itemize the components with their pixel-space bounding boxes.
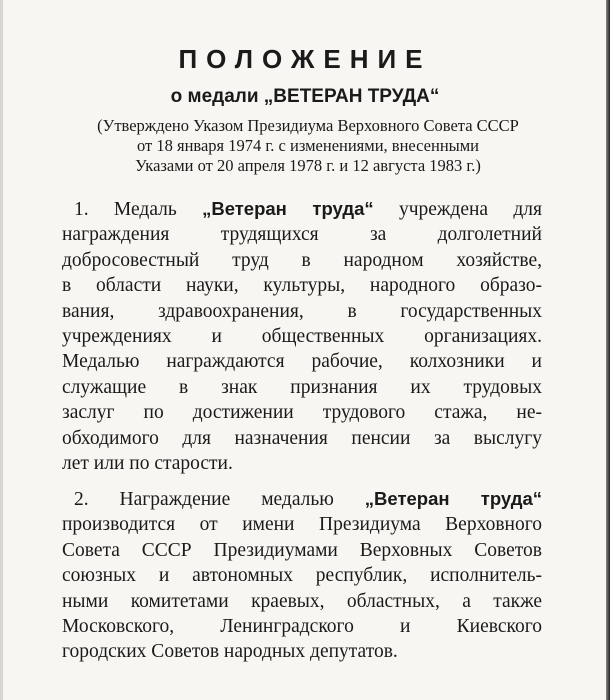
medal-name: „Ветеран труда“ bbox=[202, 198, 374, 219]
text-line: вания, здравоохранения, в государственных bbox=[62, 300, 542, 322]
paragraph-2-first-line bbox=[62, 486, 542, 512]
text-line: заслуг по достижении трудового стажа, не- bbox=[62, 402, 542, 424]
text-line: награждения трудящихся за долголетний bbox=[62, 224, 542, 246]
approval-line: Указами от 20 апреля 1978 г. и 12 августа 1983 г.) bbox=[135, 156, 481, 175]
paragraph-1 bbox=[62, 196, 542, 476]
paragraph-1-first-line bbox=[62, 196, 542, 222]
medal-name: „Ветеран труда“ bbox=[364, 488, 542, 509]
paragraph-2 bbox=[62, 486, 542, 665]
paragraph-1-lead: 1. Медаль bbox=[74, 199, 203, 220]
text-line: Московского, Ленинградского и Киевского bbox=[62, 616, 542, 638]
approval-line: от 18 января 1974 г. с изменениями, внесенными bbox=[136, 136, 480, 155]
text-line: союзных и автономных республик, исполнитель- bbox=[62, 565, 542, 587]
approval-note bbox=[30, 116, 586, 176]
paragraph-2-lead: 2. Награждение медалью bbox=[74, 489, 365, 510]
text-line: ными комитетами краевых, областных, а также bbox=[62, 590, 542, 612]
approval-line: (Утверждено Указом Президиума Верховного Совета СССР bbox=[97, 116, 519, 135]
text-line: служащие в знак признания их трудовых bbox=[62, 376, 542, 398]
text-line-last: городских Советов народных депутатов. bbox=[62, 641, 398, 663]
text-line: Медалью награждаются рабочие, колхозники и bbox=[62, 351, 542, 373]
text-line: обходимого для назначения пенсии за выслугу bbox=[62, 427, 542, 449]
text-line-last: лет или по старости. bbox=[62, 453, 233, 475]
document-title: ПОЛОЖЕНИЕ bbox=[178, 44, 432, 74]
text-line: производится от имени Президиума Верховного bbox=[62, 514, 542, 536]
text-line: в области науки, культуры, народного образо- bbox=[62, 275, 542, 297]
document-subtitle: о медали „ВЕТЕРАН ТРУДА“ bbox=[170, 86, 440, 107]
text-line: учреждениях и общественных организациях. bbox=[62, 326, 542, 348]
text-line: Совета СССР Президиумами Верховных Советов bbox=[62, 539, 542, 561]
paragraph-1-lead-end: учреждена для bbox=[373, 199, 543, 220]
text-line: добросовестный труд в народном хозяйстве, bbox=[62, 249, 542, 271]
